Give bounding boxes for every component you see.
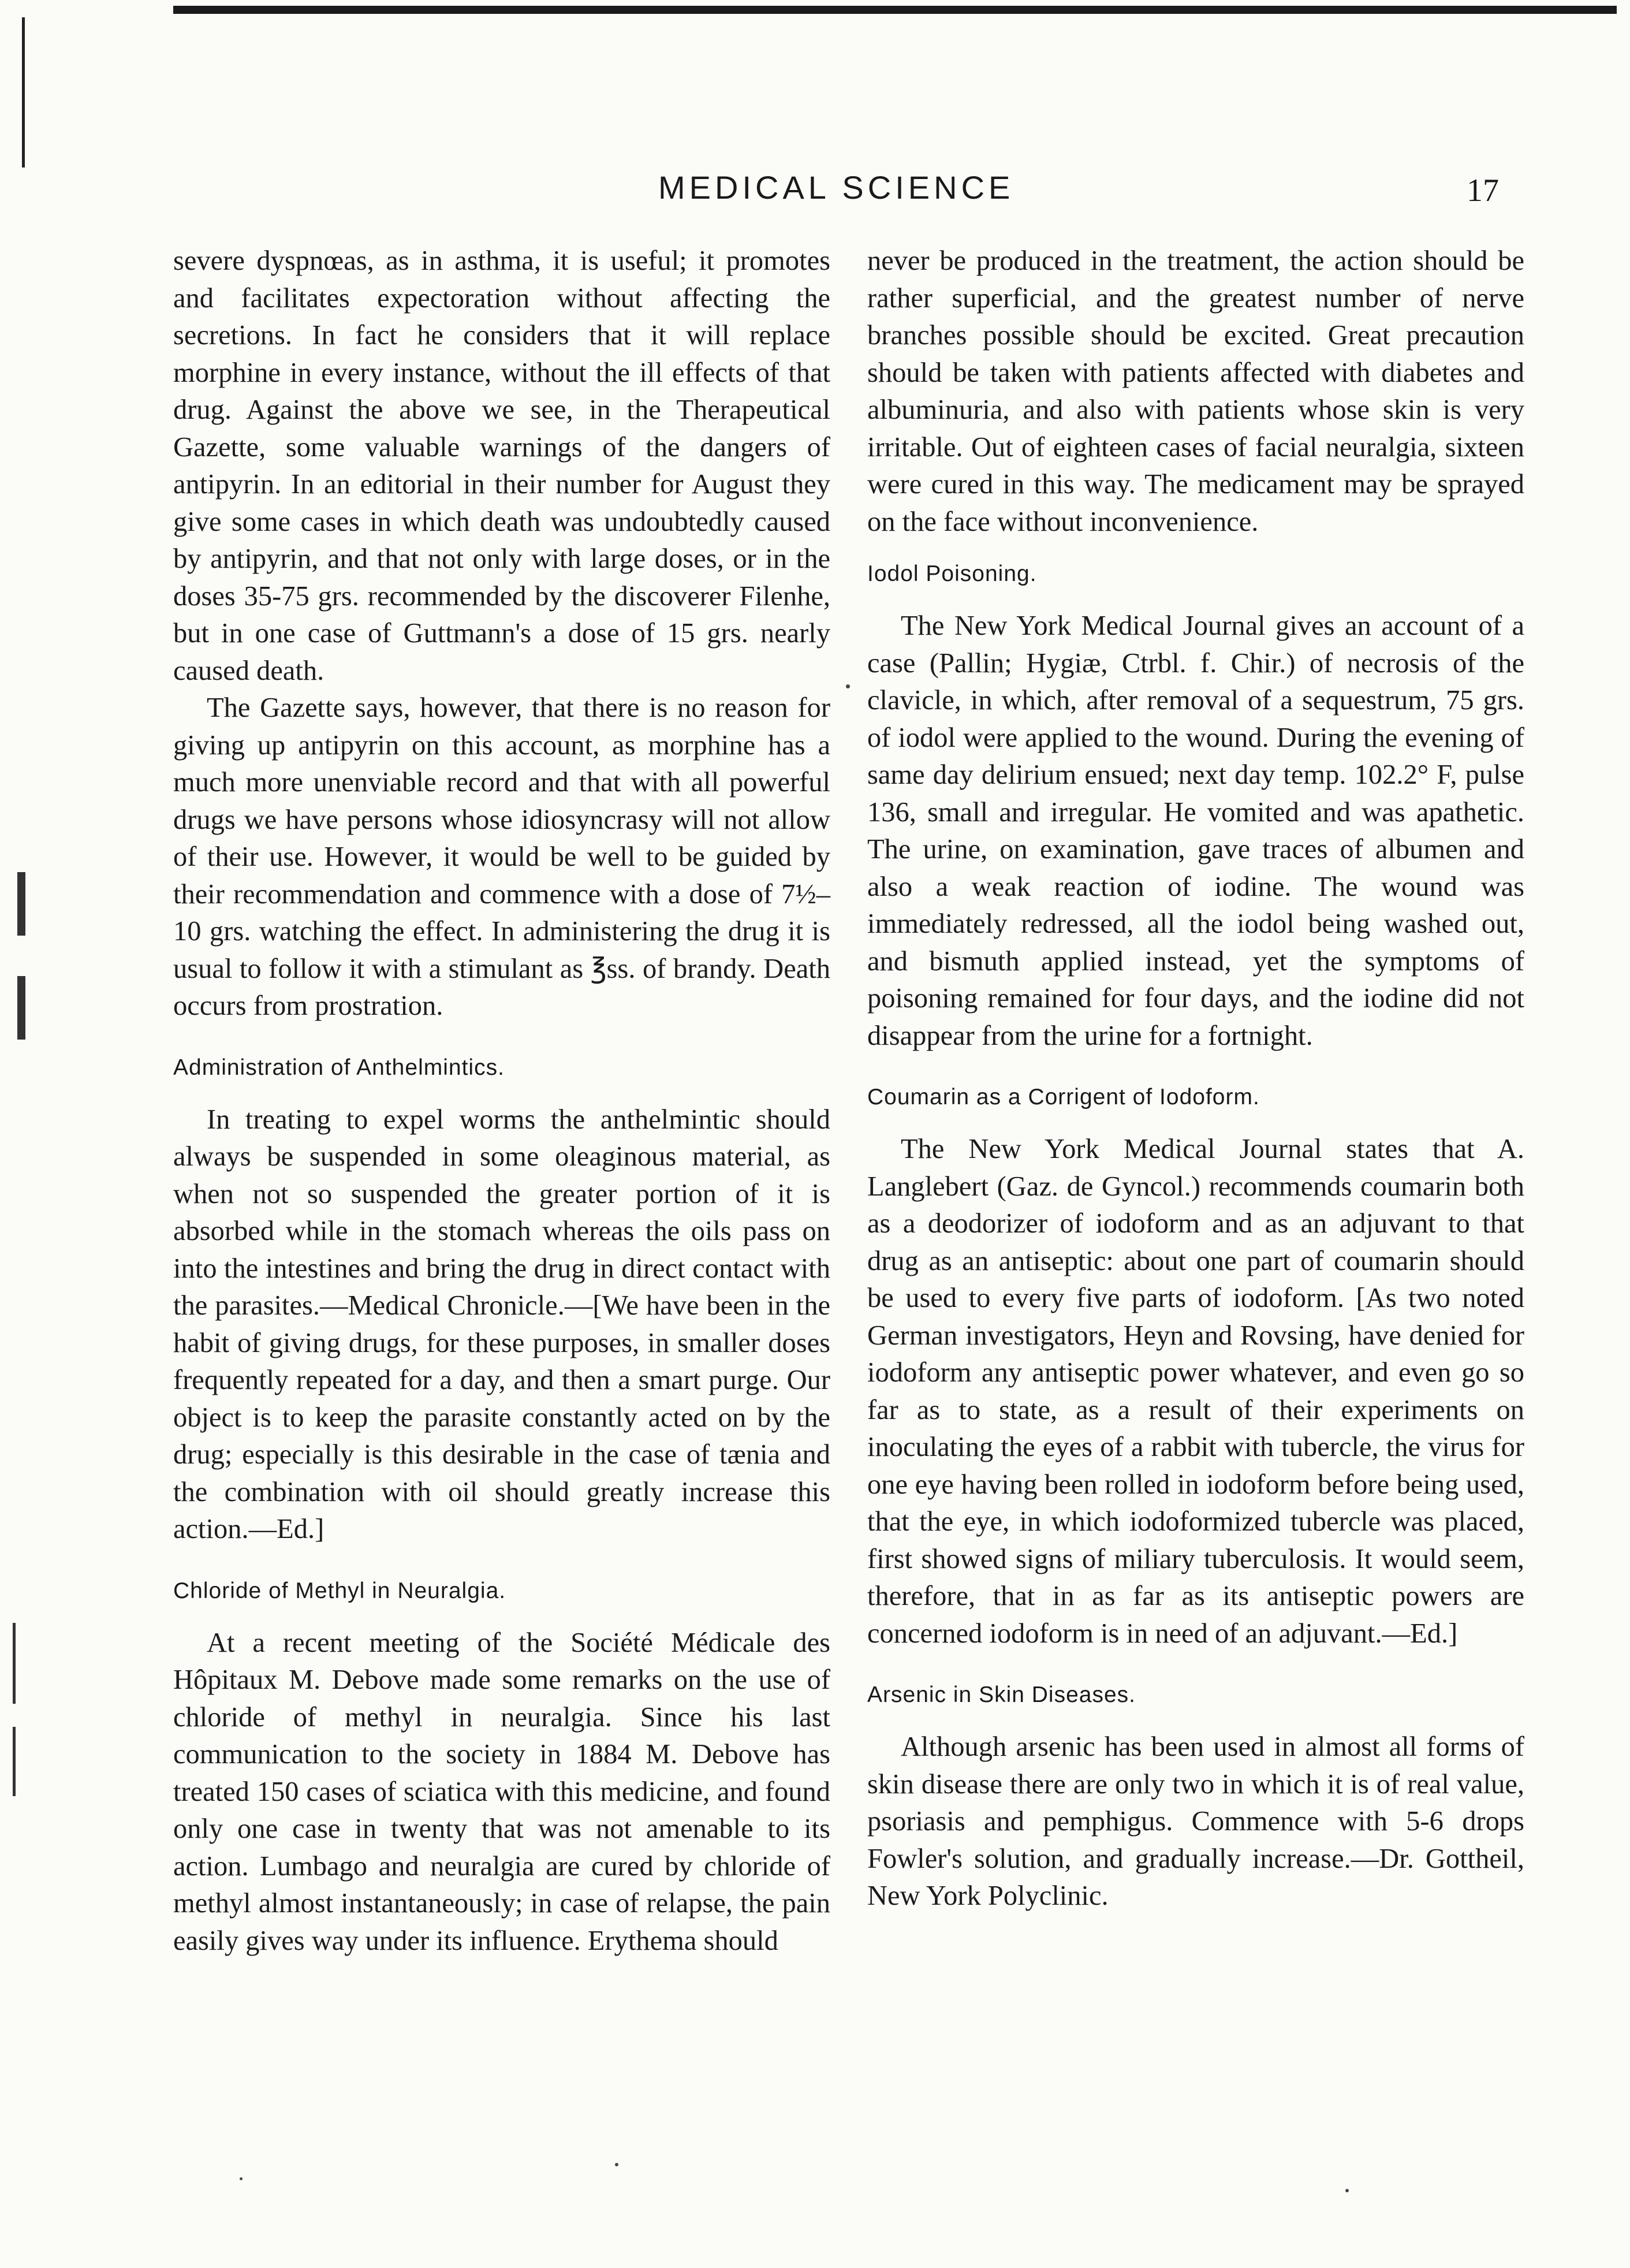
paragraph: The New York Medical Journal gives an account of a case (Pallin; Hygiæ, Ctrbl. f. Chir.) of necrosis of the clavicle, in which, after removal of a sequestrum, 75 grs. of iodol were applied to the wound. During the evening of same day delirium ensued; next day temp. 102.2° F, pulse 136, small and irregular. He vomited and was apathetic. The urine, on examination, gave traces of albumen and also a weak reaction of iodine. The wound was immediately redressed, all the iodol being washed out, and bismuth applied instead, yet the symptoms of poisoning remained for four days, and the iodine did not disappear from the urine for a fortnight. — [867, 610, 1524, 1051]
paragraph: never be produced in the treatment, the action should be rather superficial, and the greatest number of nerve branches possible should be excited. Great precaution should be taken with patients affected with diabetes and albuminuria, and also with patients whose skin is very irritable. Out of eighteen cases of facial neuralgia, sixteen were cured in this way. The medicament may be sprayed on the face without inconvenience. — [867, 245, 1524, 537]
page-number: 17 — [1467, 173, 1499, 208]
paper-speck — [846, 684, 850, 688]
paragraph: In treating to expel worms the anthelmintic should always be suspended in some oleaginous material, as when not so suspended the greater portion of it is absorbed while in the stomach whereas the oils pass on into the intestines and bring the drug in direct contact with the parasites.—Medical Chronicle.—[We have been in the habit of giving drugs, for these purposes, in smaller doses frequently repeated for a day, and then a smart purge. Our object is to keep the parasite constantly acted on by the drug; especially is this desirable in the case of tænia and the combination with oil should greatly increase this action.—Ed.] — [173, 1104, 830, 1544]
left-column — [173, 243, 830, 1960]
binding-mark — [13, 1623, 16, 1704]
section-heading: Coumarin as a Corrigent of Iodoform. — [867, 1085, 1260, 1109]
paragraph: severe dyspnœas, as in asthma, it is useful; it promotes and facilitates expectoration without affecting the secretions. In fact he considers that it will replace morphine in every instance, without the ill effects of that drug. Against the above we see, in the Therapeutical Gazette, some valuable warnings of the dangers of antipyrin. In an editorial in their number for August they give some cases in which death was undoubtedly caused by antipyrin, and that not only with large doses, or in the doses 35-75 grs. recommended by the discoverer Filenhe, but in one case of Guttmann's a dose of 15 grs. nearly caused death. — [173, 245, 830, 686]
binding-mark — [17, 872, 25, 936]
top-border-line — [173, 6, 1617, 14]
paragraph: The New York Medical Journal states that A. Langlebert (Gaz. de Gyncol.) recommends coumarin both as a deodorizer of iodoform and as an adjuvant to that drug as an antiseptic: about one part of coumarin should be used to every five parts of iodoform. [As two noted German investigators, Heyn and Rovsing, have denied for iodoform any antiseptic power whatever, and even go so far as to state, as a result of their experiments on inoculating the eyes of a rabbit with tubercle, the virus for one eye having been rolled in iodoform before being used, that the eye, in which iodoformized tubercle was placed, first showed signs of miliary tuberculosis. It would seem, therefore, that in as far as its antiseptic powers are concerned iodoform is in need of an adjuvant.—Ed.] — [867, 1134, 1524, 1649]
section-heading: Administration of Anthelmintics. — [173, 1055, 505, 1080]
binding-mark — [13, 1727, 16, 1796]
paper-speck — [1345, 2189, 1349, 2192]
paragraph: The Gazette says, however, that there is no reason for giving up antipyrin on this account, as morphine has a much more unenviable record and that with all powerful drugs we have persons whose idiosyncrasy will not allow of their use. However, it would be well to be guided by their recommendation and commence with a dose of 7½–10 grs. watching the effect. In administering the drug it is usual to follow it with a stimulant as ℥ss. of brandy. Death occurs from prostration. — [173, 692, 830, 1021]
paragraph: Although arsenic has been used in almost all forms of skin disease there are only two in which it is of real value, psoriasis and pemphigus. Commence with 5-6 drops Fowler's solution, and gradually increase.—Dr. Gottheil, New York Polyclinic. — [867, 1731, 1524, 1911]
binding-mark — [17, 976, 25, 1040]
paper-speck — [615, 2163, 618, 2166]
running-header: MEDICAL SCIENCE — [658, 169, 1014, 206]
left-binding-line — [22, 17, 25, 167]
section-heading: Iodol Poisoning. — [867, 561, 1037, 586]
section-heading: Chloride of Methyl in Neuralgia. — [173, 1578, 506, 1603]
right-column — [867, 243, 1524, 1915]
paragraph: At a recent meeting of the Société Médicale des Hôpitaux M. Debove made some remarks on the use of chloride of methyl in neuralgia. Since his last communication to the society in 1884 M. Debove has treated 150 cases of sciatica with this medicine, and found only one case in twenty that was not amenable to its action. Lumbago and neuralgia are cured by chloride of methyl almost instantaneously; in case of relapse, the pain easily gives way under its influence. Erythema should — [173, 1627, 830, 1956]
paper-speck — [240, 2177, 243, 2180]
section-heading: Arsenic in Skin Diseases. — [867, 1682, 1136, 1707]
